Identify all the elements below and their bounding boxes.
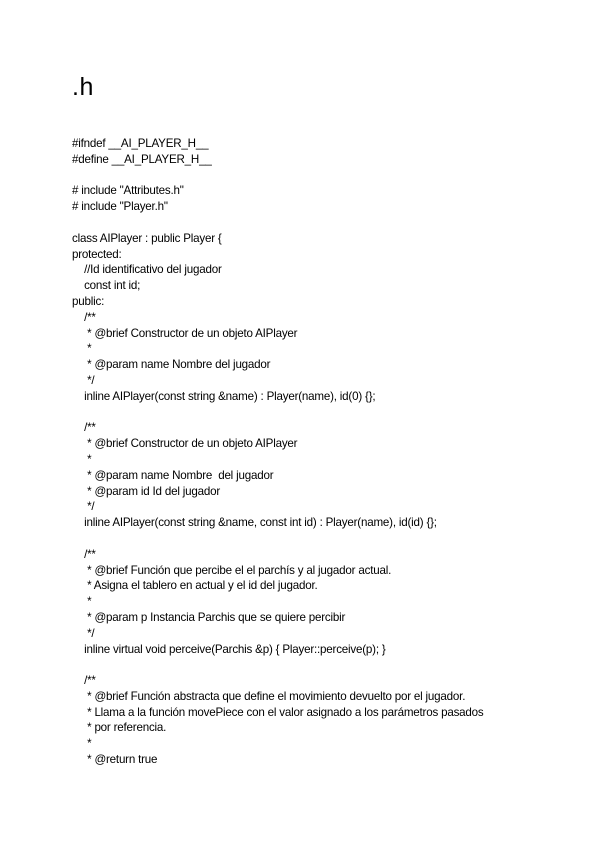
code-line: inline virtual void perceive(Parchis &p) { Player::perceive(p); }: [72, 642, 386, 656]
code-line: /**: [72, 547, 96, 561]
code-line: //Id identificativo del jugador: [72, 263, 222, 277]
code-line: # include "Attributes.h": [72, 184, 184, 198]
code-line: # include "Player.h": [72, 200, 168, 214]
code-line: public:: [72, 294, 105, 308]
code-line: * @brief Constructor de un objeto AIPlayer: [72, 437, 298, 451]
code-line: /**: [72, 674, 96, 688]
code-line: [72, 168, 484, 184]
code-line: * @param name Nombre del jugador: [72, 358, 271, 372]
code-line: *: [72, 595, 92, 609]
code-line: *: [72, 737, 92, 751]
code-line: [72, 531, 484, 547]
code-line: * @return true: [72, 753, 158, 767]
code-line: */: [72, 626, 95, 640]
code-line: const int id;: [72, 279, 141, 293]
page-title: .h: [72, 73, 94, 101]
code-line: #ifndef __AI_PLAYER_H__: [72, 137, 209, 150]
code-line: [72, 405, 484, 421]
code-line: *: [72, 452, 92, 466]
code-line: protected:: [72, 247, 122, 261]
code-line: * @param id Id del jugador: [72, 484, 220, 498]
code-line: * @brief Función que percibe el el parchís y al jugador actual.: [72, 563, 392, 577]
code-line: * @brief Función abstracta que define el movimiento devuelto por el jugador.: [72, 689, 466, 703]
code-line: * Asigna el tablero en actual y el id del jugador.: [72, 579, 318, 593]
code-line: */: [72, 500, 95, 514]
code-line: [72, 215, 484, 231]
code-line: * @brief Constructor de un objeto AIPlayer: [72, 326, 298, 340]
code-line: * por referencia.: [72, 721, 167, 735]
code-line: *: [72, 342, 92, 356]
code-line: /**: [72, 421, 96, 435]
code-line: inline AIPlayer(const string &name) : Player(name), id(0) {};: [72, 389, 376, 403]
code-line: /**: [72, 310, 96, 324]
code-line: * @param p Instancia Parchis que se quiere percibir: [72, 610, 346, 624]
code-block: [72, 136, 484, 768]
code-line: */: [72, 373, 95, 387]
code-line: #define __AI_PLAYER_H__: [72, 152, 212, 166]
code-line: [72, 657, 484, 673]
code-line: * @param name Nombre del jugador: [72, 468, 274, 482]
code-line: inline AIPlayer(const string &name, const int id) : Player(name), id(id) {};: [72, 516, 437, 530]
code-line: * Llama a la función movePiece con el valor asignado a los parámetros pasados: [72, 705, 484, 719]
code-line: class AIPlayer : public Player {: [72, 231, 222, 245]
